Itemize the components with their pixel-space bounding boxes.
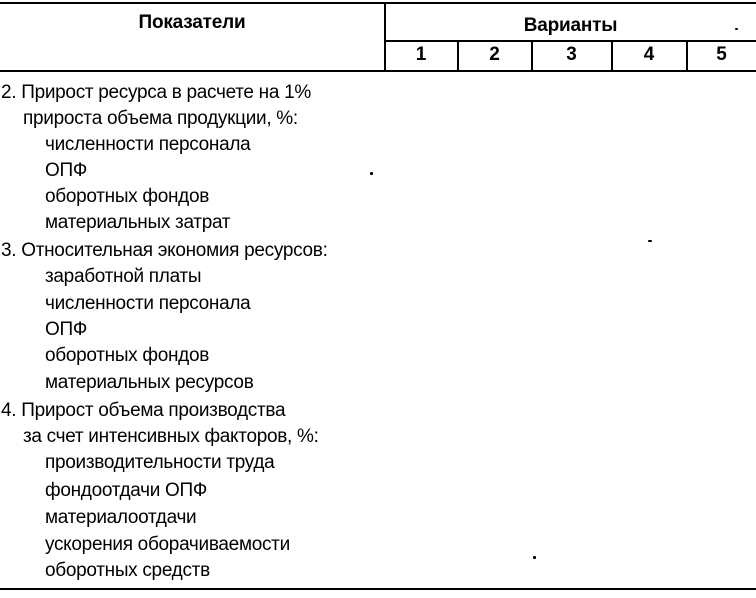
row-item: ОПФ: [45, 160, 87, 181]
row-item: заработной платы: [45, 266, 202, 287]
scan-speck: [648, 240, 652, 242]
row-item: материалоотдачи: [45, 507, 197, 528]
variant-number-3: 3: [566, 44, 577, 65]
variant-number-5: 5: [716, 44, 727, 65]
table-top-rule: [0, 2, 756, 4]
section-2-title-cont: приростa объема продукции, %:: [23, 108, 298, 129]
scan-speck: [370, 172, 373, 175]
row-item: материальных затрат: [45, 212, 231, 233]
row-item: оборотных фондов: [45, 345, 210, 366]
header-indicators: Показатели: [138, 12, 246, 33]
row-item: оборотных средств: [45, 560, 210, 581]
row-item: фондоотдачи ОПФ: [45, 480, 207, 501]
row-item: оборотных фондов: [45, 186, 210, 207]
header-bottom-rule: [0, 70, 756, 72]
variant-number-1: 1: [415, 44, 427, 65]
section-4-title: 4. Прирост объема производства: [1, 400, 286, 421]
scan-speck: [533, 556, 536, 559]
section-2-title: 2. Прирост ресурса в расчете на 1%: [1, 82, 311, 103]
row-item: ускорения оборачиваемости: [45, 534, 290, 555]
row-item: производительности труда: [45, 452, 275, 473]
row-item: материальных ресурсов: [45, 372, 254, 393]
table-bottom-rule: [0, 588, 756, 590]
section-3-title: 3. Относительная экономия ресурсов:: [1, 240, 328, 261]
section-4-title-cont: за счет интенсивных факторов, %:: [23, 426, 319, 447]
variants-sub-rule: [385, 40, 756, 42]
scan-speck: [735, 28, 738, 30]
row-item: численности персонала: [45, 293, 251, 314]
variant-number-2: 2: [489, 44, 500, 65]
row-item: ОПФ: [45, 319, 87, 340]
header-variants: Варианты: [523, 15, 618, 36]
variant-number-4: 4: [643, 44, 655, 65]
row-item: численности персонала: [45, 134, 251, 155]
